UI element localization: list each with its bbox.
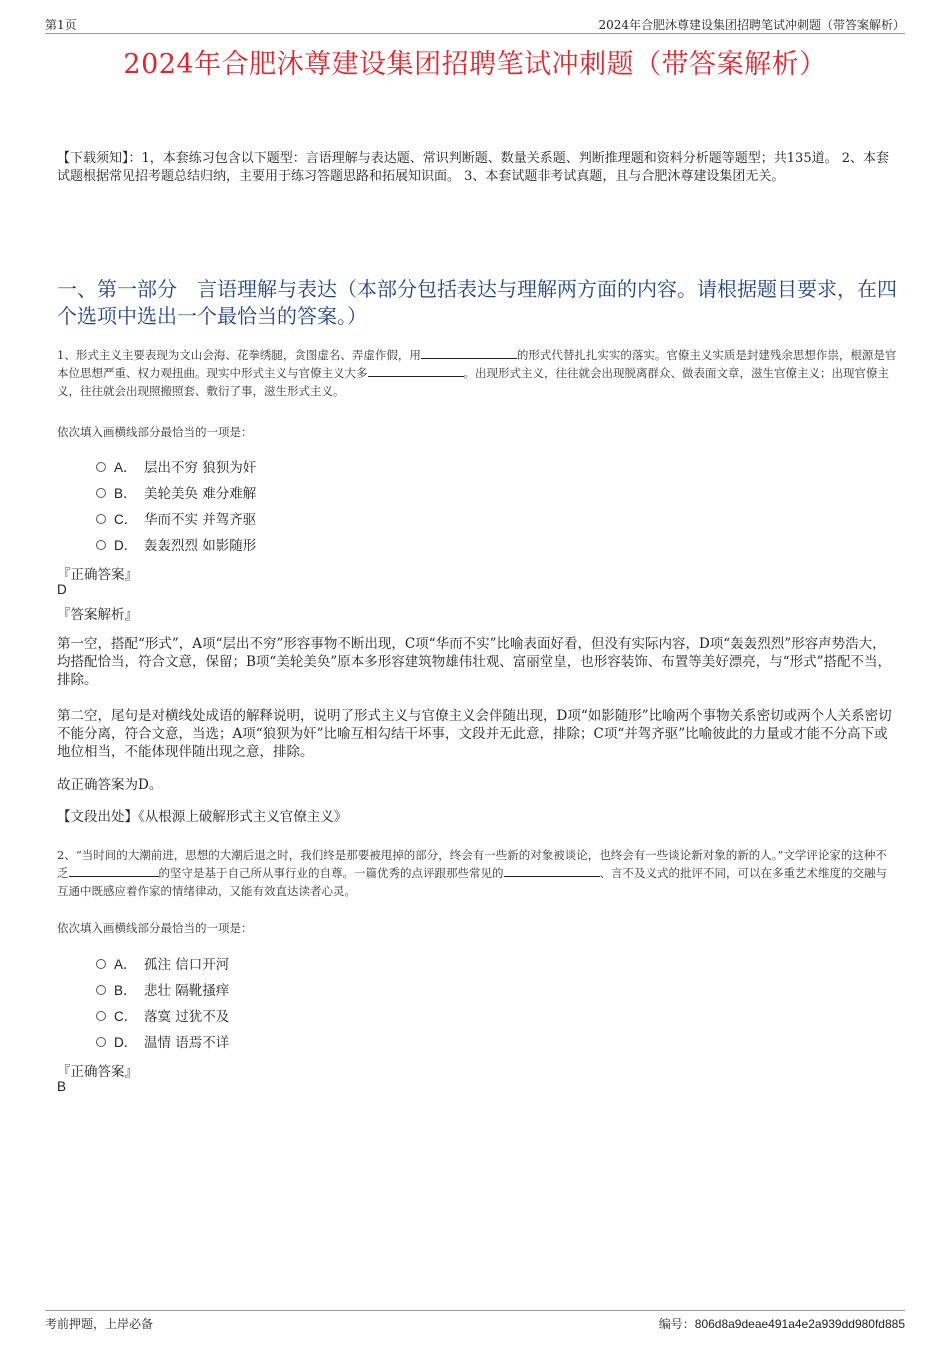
section-heading: 一、第一部分 言语理解与表达（本部分包括表达与理解两方面的内容。请根据题目要求，在四个选项中选出一个最恰当的答案。） xyxy=(57,277,897,328)
radio-icon[interactable] xyxy=(96,462,106,472)
page-footer xyxy=(45,1310,905,1330)
analysis-paragraph-1: 第一空，搭配“形式”，A项“层出不穷”形容事物不断出现，C项“华而不实”比喻表面好看，但没有实际内容，D项“轰轰烈烈”形容声势浩大，均搭配恰当，符合文意，保留；B项“美轮美奂”原本多形容建筑物雄伟壮观、富丽堂皇，也形容装饰、布置等美好漂亮，与“形式”搭配不当，排除。 xyxy=(57,636,892,688)
answer-value: D xyxy=(57,582,67,597)
question-1-prompt: 依次填入画横线部分最恰当的一项是： xyxy=(57,425,253,439)
fill-blank xyxy=(421,347,517,359)
footer-code: 编号：806d8a9deae491a4e2a939dd980fd885 xyxy=(658,1317,905,1331)
question-1-options xyxy=(96,453,256,557)
answer-label: 『正确答案』 xyxy=(57,567,138,583)
document-title: 2024年合肥沐尊建设集团招聘笔试冲刺题（带答案解析） xyxy=(123,49,827,80)
option-a[interactable]: A． 层出不穷 狼狈为奸 xyxy=(96,453,256,479)
page-number: 第1页 xyxy=(45,18,77,32)
analysis-paragraph-2: 第二空，尾句是对横线处成语的解释说明，说明了形式主义与官僚主义会伴随出现，D项“如影随形”比喻两个事物关系密切或两个人关系密切不能分离，符合文意，当选；A项“狼狈为奸”比喻互相勾结干坏事，文段并无此意，排除；C项“并驾齐驱”比喻彼此的力量或才能不分高下或地位相当，不能体现伴随出现之意，排除。 xyxy=(57,708,892,760)
option-d[interactable]: D． 轰轰烈烈 如影随形 xyxy=(96,531,256,557)
analysis-label: 『答案解析』 xyxy=(57,607,138,623)
question-1-stem: 1、形式主义主要表现为文山会海、花拳绣腿，贪图虚名、弄虚作假，用 的形式代替扎扎实实的落实。官僚主义实质是封建残余思想作祟，根源是官本位思想严重、权力观扭曲。现实中形式主义与官僚主义大多 。出现形式主义，往往就会出现脱离群众、做表面文章，滋生官僚主义；出现官僚主义，往往就会出现照搬照套、敷衍了事，滋生形式主义。 xyxy=(57,348,897,398)
radio-icon[interactable] xyxy=(96,1011,106,1021)
option-a[interactable]: A． 孤注 信口开河 xyxy=(96,950,229,976)
radio-icon[interactable] xyxy=(96,540,106,550)
text-source: 【文段出处】《从根源上破解形式主义官僚主义》 xyxy=(57,809,348,825)
radio-icon[interactable] xyxy=(96,514,106,524)
option-b[interactable]: B． 悲壮 隔靴搔痒 xyxy=(96,976,229,1002)
answer-value: B xyxy=(57,1079,67,1094)
option-c[interactable]: C． 落寞 过犹不及 xyxy=(96,1002,229,1028)
fill-blank xyxy=(504,865,600,877)
radio-icon[interactable] xyxy=(96,1037,106,1047)
page-header xyxy=(45,14,905,34)
option-b[interactable]: B． 美轮美奂 难分难解 xyxy=(96,479,256,505)
download-notice: 【下载须知】：1，本套练习包含以下题型：言语理解与表达题、常识判断题、数量关系题、判断推理题和资料分析题等题型；共135道。 2、本套试题根据常见招考题总结归纳，主要用于练习答题思路和拓展知识面。 3、本套试题非考试真题，且与合肥沐尊建设集团无关。 xyxy=(57,151,889,184)
radio-icon[interactable] xyxy=(96,985,106,995)
radio-icon[interactable] xyxy=(96,488,106,498)
header-doc-title: 2024年合肥沐尊建设集团招聘笔试冲刺题（带答案解析） xyxy=(598,18,905,32)
question-2-prompt: 依次填入画横线部分最恰当的一项是： xyxy=(57,921,253,935)
option-d[interactable]: D． 温情 语焉不详 xyxy=(96,1028,229,1054)
analysis-conclusion: 故正确答案为D。 xyxy=(57,777,163,793)
fill-blank xyxy=(69,865,159,877)
option-c[interactable]: C． 华而不实 并驾齐驱 xyxy=(96,505,256,531)
question-2-stem: 2、“当时间的大潮前进，思想的大潮后退之时，我们终是那要被甩掉的部分，终会有一些新的对象被谈论，也终会有一些谈论新对象的新的人。”文学评论家的这种不乏 的坚守是基于自己所从事行业的自尊。一篇优秀的点评跟那些常见的 、言不及义式的批评不同，可以在多重艺术维度的交融与互通中既感应着作家的情绪律动，又能有效直达读者心灵。 xyxy=(57,848,887,898)
answer-label: 『正确答案』 xyxy=(57,1064,138,1080)
footer-slogan: 考前押题，上岸必备 xyxy=(45,1317,154,1331)
radio-icon[interactable] xyxy=(96,959,106,969)
fill-blank xyxy=(368,365,464,377)
question-2-options xyxy=(96,950,229,1054)
